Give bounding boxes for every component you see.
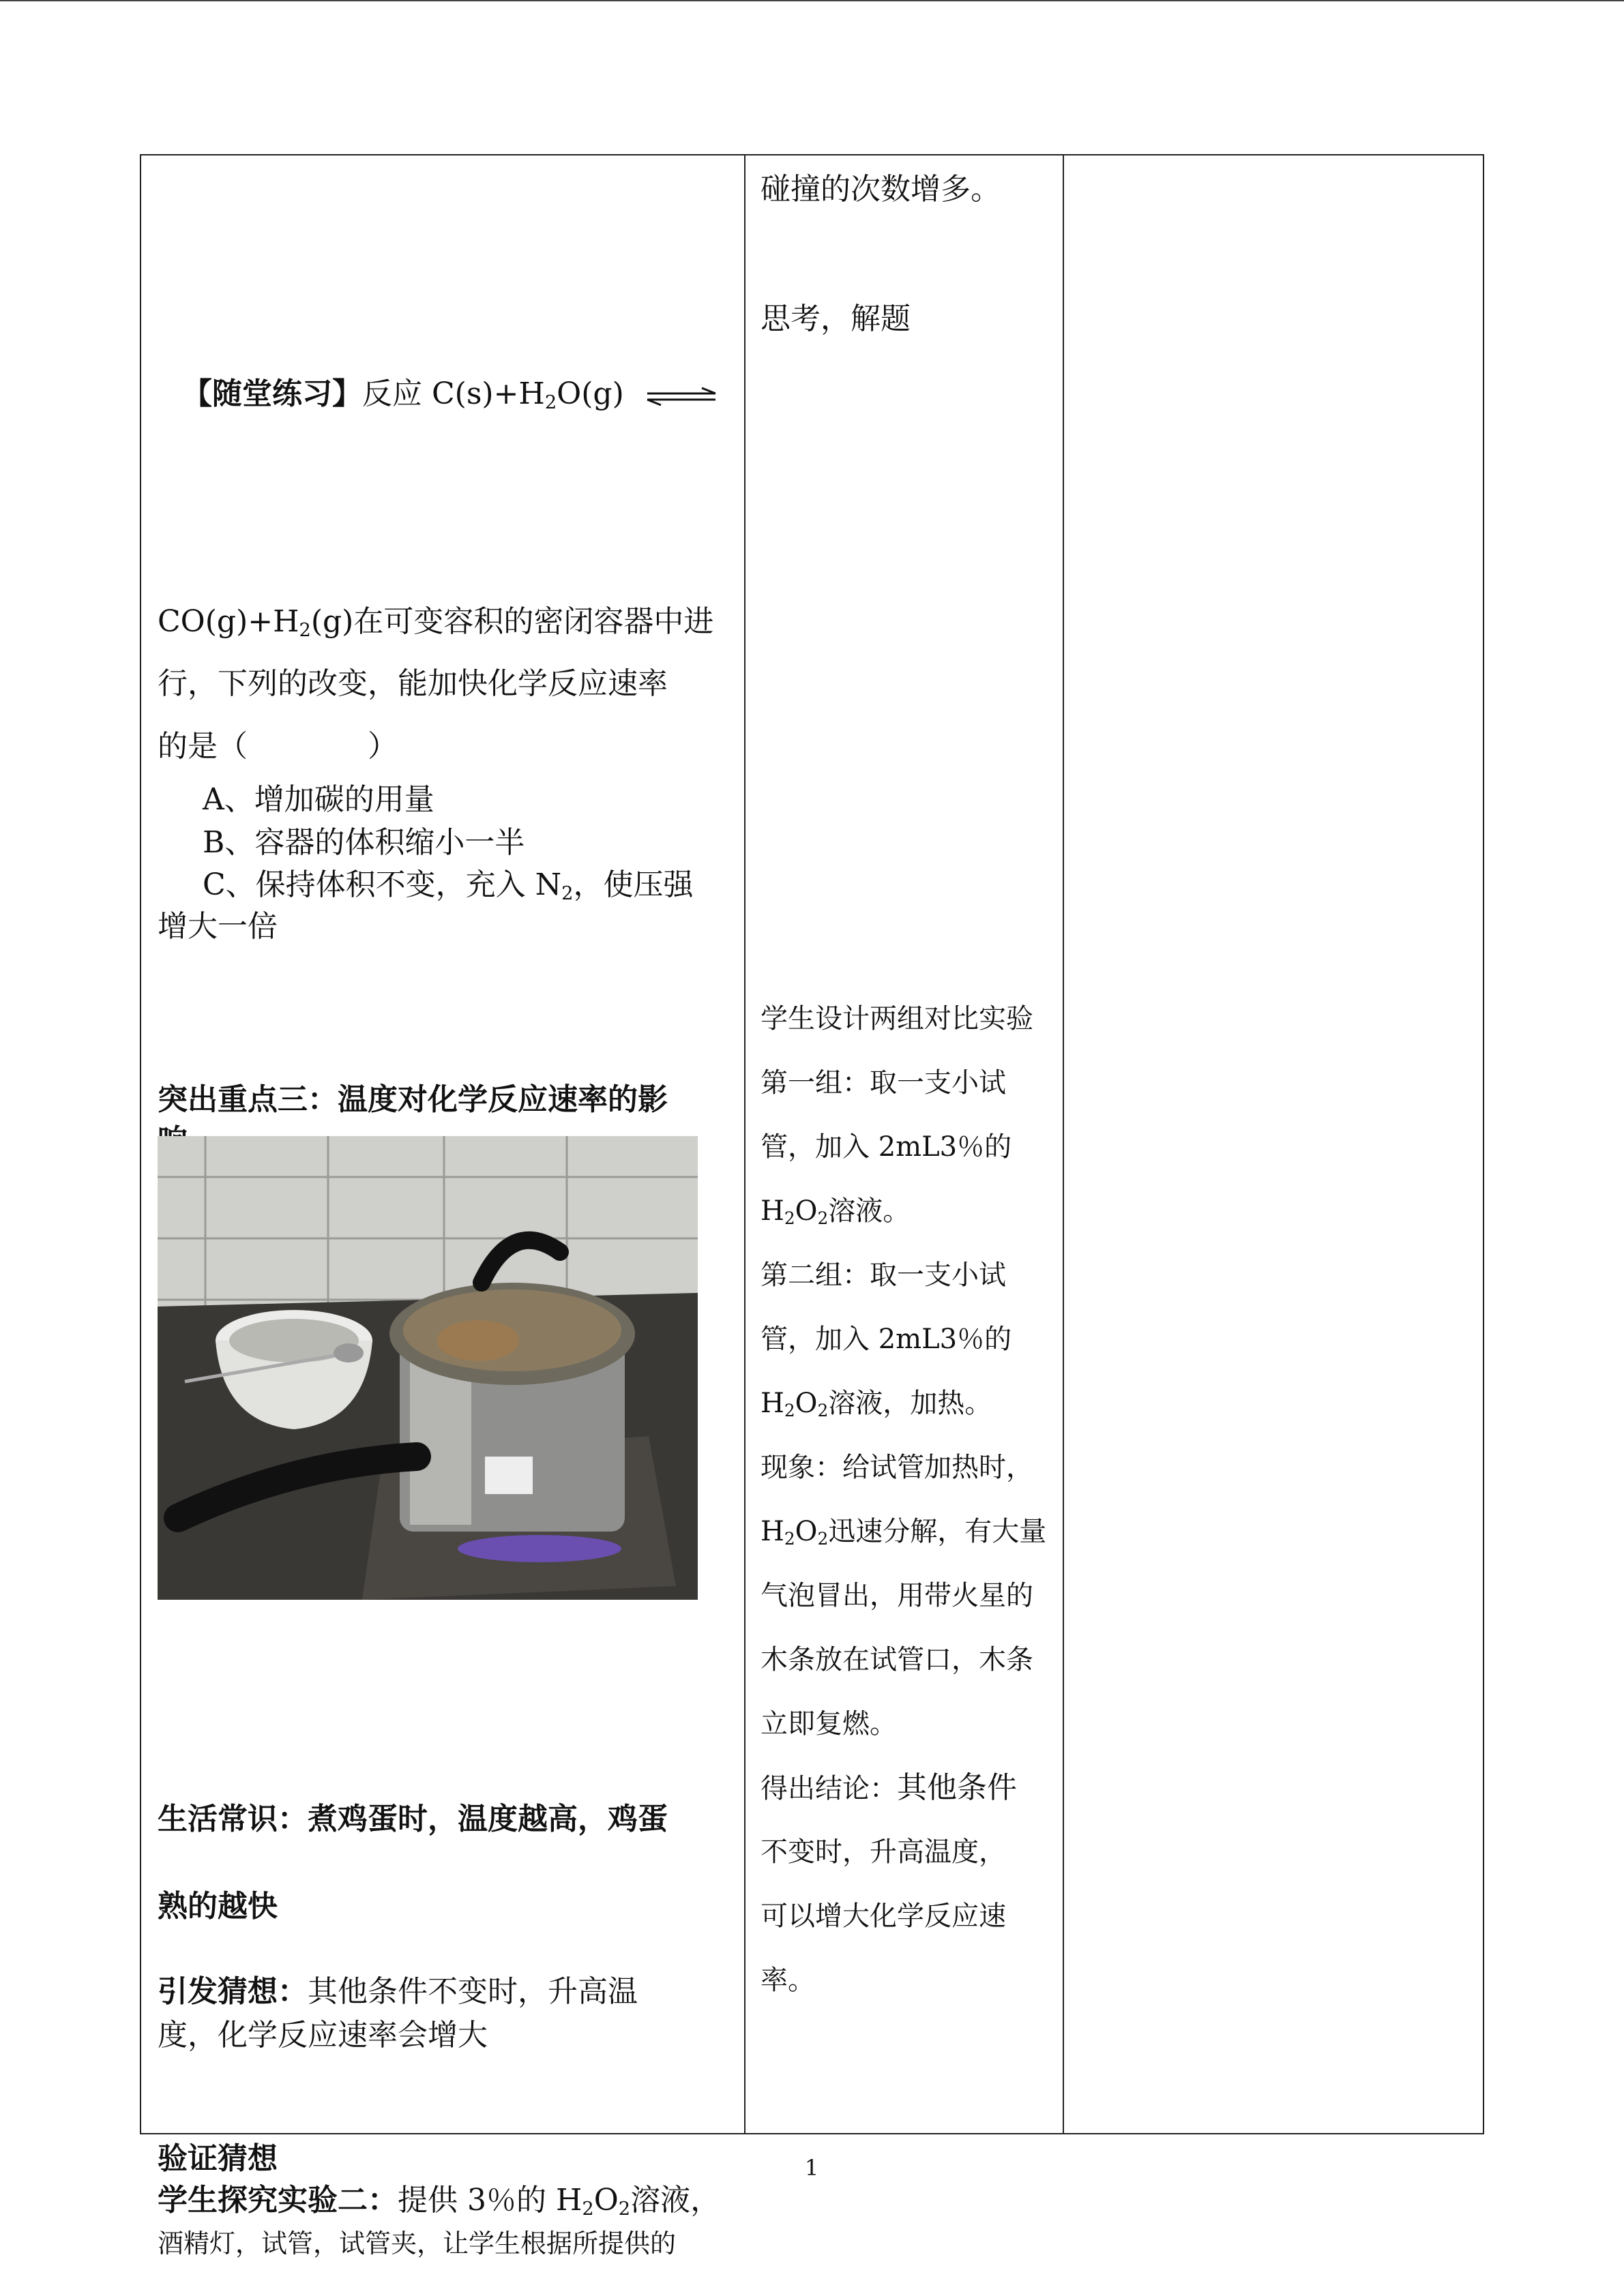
hypothesis-line-1: 引发猜想：其他条件不变时，升高温: [158, 1974, 638, 2009]
group1-line-1: 第一组：取一支小试: [761, 1067, 1006, 1099]
option-a: A、增加碳的用量: [203, 782, 434, 817]
lesson-table: [140, 154, 1484, 2258]
phenomenon-line-2: $H_2O_2$迅速分解，有大量: [761, 1516, 1047, 1549]
student-activity-column: [761, 155, 1061, 2133]
option-c-line-2: 增大一倍: [158, 909, 278, 944]
column-divider-2: [1063, 155, 1064, 2133]
phenomenon-line-5: 立即复燃。: [761, 1708, 897, 1740]
column-divider-1: [744, 155, 745, 2133]
hypothesis-label: 引发猜想：: [158, 1974, 308, 2009]
teaching-process-column: [158, 155, 724, 2258]
option-c: C、保持体积不变，充入 $N_2$，使压强: [203, 867, 694, 904]
conclusion-line-3: 可以增大化学反应速: [761, 1900, 1006, 1932]
think-solve-text: 思考，解题: [761, 301, 911, 336]
page-number: 1: [804, 2155, 819, 2181]
experiment-2-line-2: 酒精灯，试管，试管夹，让学生根据所提供的: [158, 2228, 677, 2258]
life-knowledge-line-2: 熟的越快: [158, 1889, 278, 1924]
experiment-2-label: 学生探究实验二：: [158, 2183, 398, 2218]
group1-line-3: $H_2O_2$溶液。: [761, 1195, 911, 1229]
group2-line-1: 第二组：取一支小试: [761, 1259, 1006, 1291]
group2-line-2: 管，加入 2mL3％的: [761, 1324, 1012, 1355]
cooking-pot-image: [158, 1136, 698, 1600]
page-top-border: [0, 0, 1624, 1]
section-heading-3: 突出重点三：温度对化学反应速率的影: [158, 1082, 668, 1117]
phenomenon-line-1: 现象：给试管加热时，: [761, 1452, 1033, 1483]
practice-line-3: 行，下列的改变，能加快化学反应速率: [158, 666, 668, 701]
hypothesis-line-2: 度，化学反应速率会增大: [158, 2018, 488, 2053]
conclusion-label: 得出结论：: [761, 1773, 897, 1804]
group1-line-2: 管，加入 2mL3％的: [761, 1131, 1012, 1163]
phenomenon-line-4: 木条放在试管口，木条: [761, 1644, 1033, 1675]
practice-line: 【随堂练习】反应 $C(s)+H_2O(g)$: [158, 374, 720, 415]
boiling-pot-photo: [158, 1136, 698, 1600]
practice-line-4: 的是（ ）: [158, 729, 398, 764]
design-experiment-text: 学生设计两组对比实验: [761, 1003, 1033, 1034]
life-knowledge-line-1: 生活常识：煮鸡蛋时，温度越高，鸡蛋: [158, 1802, 668, 1836]
conclusion-line-4: 率。: [761, 1965, 815, 1996]
group2-line-3: $H_2O_2$溶液，加热。: [761, 1388, 992, 1421]
collision-text: 碰撞的次数增多。: [761, 172, 1001, 207]
conclusion-line-1: 得出结论：其他条件: [761, 1770, 1017, 1805]
experiment-2-line-1: 学生探究实验二：提供 3％的 $H_2O_2$溶液，: [158, 2183, 721, 2220]
verify-hypothesis-heading: 验证猜想: [158, 2141, 278, 2176]
reversible-arrow-icon: [645, 386, 720, 406]
practice-line-2: $CO(g)+H_2(g)$在可变容积的密闭容器中进: [158, 604, 714, 641]
practice-text: 反应 C(s)+H: [362, 376, 545, 411]
phenomenon-line-3: 气泡冒出，用带火星的: [761, 1580, 1033, 1611]
practice-label: 【随堂练习】: [182, 376, 362, 411]
option-b: B、容器的体积缩小一半: [203, 825, 525, 860]
conclusion-line-2: 不变时，升高温度，: [761, 1836, 1006, 1868]
